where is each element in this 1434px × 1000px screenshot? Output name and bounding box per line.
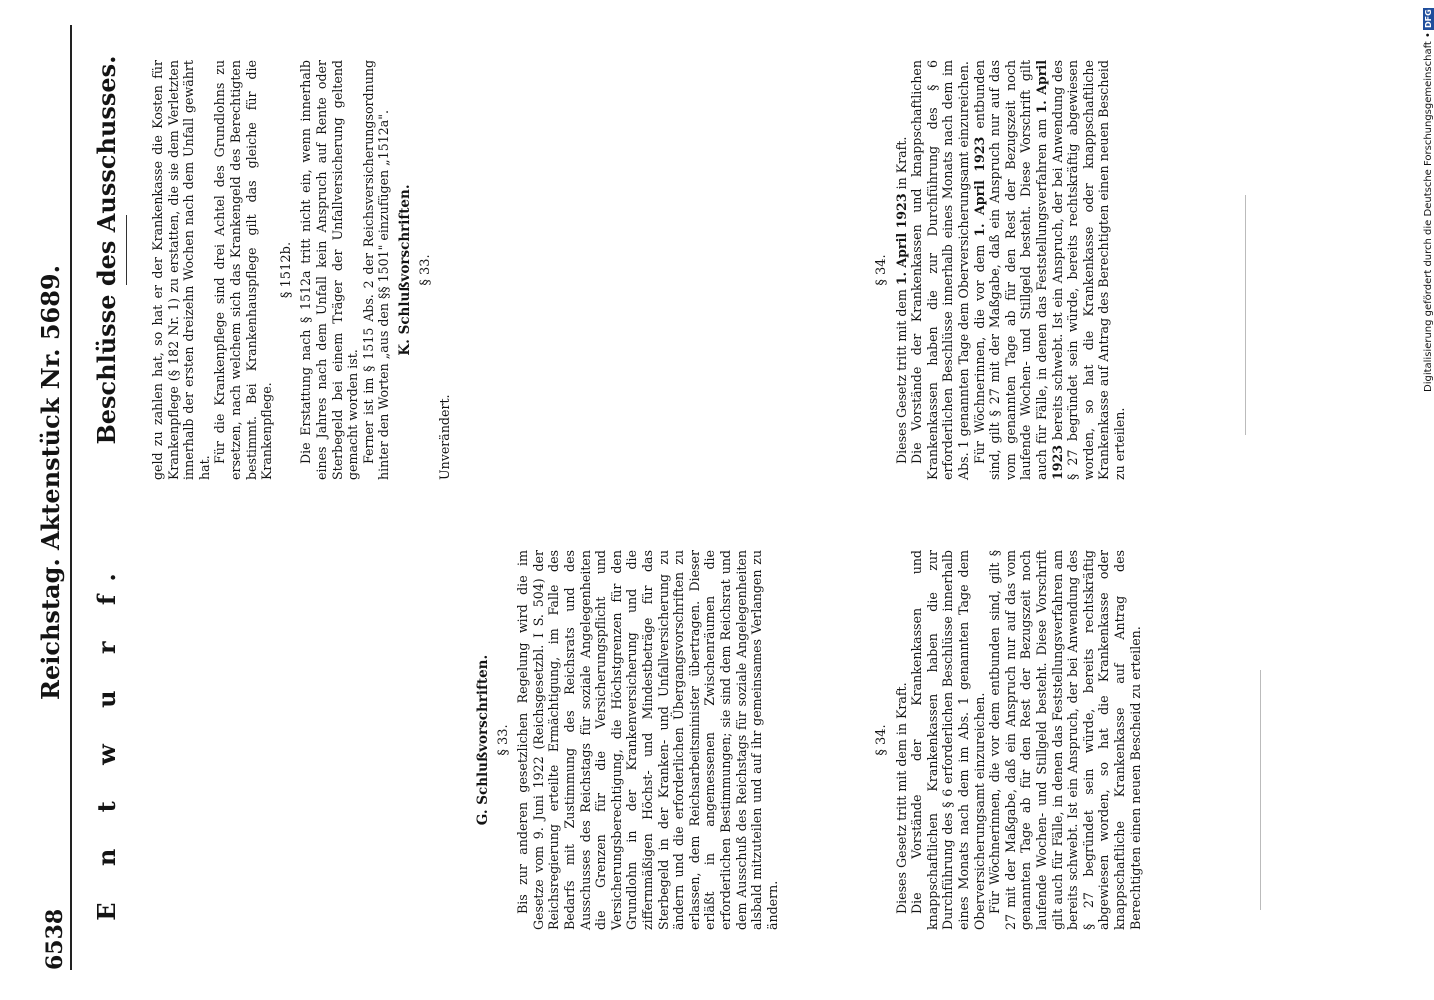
section-heading: K. Schlußvorschriften.	[396, 184, 413, 356]
text-span: in Kraft.	[893, 136, 909, 190]
paragraph: Die Vorstände der Krankenkassen und knappschaftlichen Krankenkassen haben die zur Durchführung des § 6 erforderlichen Beschlüsse innerhalb eines Monats nach dem im Abs. 1 genannten Tage dem Oberversicherungsamt einzureichen.	[909, 550, 987, 930]
section-label: § 34.	[874, 724, 889, 756]
paragraph: Bis zur anderen gesetzlichen Regelung wird die im Gesetze vom 9. Juni 1922 (Reichsgesetzbl. I S. 504) der Reichsregierung erteilte Ermächtigung, im Falle des Bedarfs mit Zustimmung des Reichsrats und des Ausschusses des Reichstags für soziale Angelegenheiten die Grenzen für die Versicherungspflicht und Versicherungsberechtigung, die Höchstgrenzen für den Grundlohn in der Krankenversicherung und die ziffernmäßigen Höchst- und Mindestbeträge für das Sterbegeld in der Kranken- und Unfallversicherung zu ändern und die erforderlichen Übergangsvorschriften zu erlassen, dem Reichsarbeitsminister übertragen. Dieser erläßt in angemessenen Zwischenräumen die erforderlichen Bestimmungen; sie sind dem Reichsrat und dem Ausschuß des Reichstags für soziale Angelegenheiten alsbald mitzuteilen und auf ihr gemeinsames Verlangen zu ändern.	[515, 550, 780, 930]
section-heading: G. Schlußvorschriften.	[475, 654, 491, 826]
paragraph: Die Vorstände der Krankenkassen und knappschaftlichen Krankenkassen haben die zur Durchführung des § 6 erforderlichen Beschlüsse innerhalb eines Monats nach dem im Abs. 1 genannten Tage dem Oberversicherungsamt einzureichen.	[909, 60, 971, 480]
left-sec34-block	[870, 550, 1143, 930]
section-label: § 34.	[874, 254, 889, 286]
paragraph: Ferner ist im § 1515 Abs. 2 der Reichsversicherungsordnung hinter den Worten „aus den §§ 1501" einzufügen „1512a".	[360, 60, 392, 480]
paragraph: Unverändert.	[437, 394, 453, 480]
date-emphasis: 1. April 1923	[1033, 60, 1065, 480]
digitization-notice-text: Digitalisierung gefördert durch die Deutsche Forschungsgemeinschaft •	[1423, 32, 1434, 392]
date-emphasis: 1. April 1923	[893, 193, 909, 286]
text-span: entbunden sind, gilt § 27 mit der Maßgabe, daß ein Anspruch nur auf das vom genannten Tage ab für den Rest der Bezugszeit noch laufende Wochen- und Stillgeld besteht. Diese Vorschrift gilt auch für Fälle, in denen das Feststellungsverfahren am	[971, 60, 1049, 480]
text-span: Für Wöchnerinnen, die vor dem	[971, 244, 987, 464]
paragraph: Für Wöchnerinnen, die vor dem entbunden sind, gilt § 27 mit der Maßgabe, daß ein Anspruch nur auf das vom genannten Tage ab für den Rest der Bezugszeit noch laufende Wochen- und Stillgeld besteht. Diese Vorschrift gilt auch für Fälle, in denen das Feststellungsverfahren am bereits schwebt. Ist ein Anspruch, der bei Anwendung des § 27 begründet sein würde, bereits rechtskräftig abgewiesen worden, so hat die Krankenkasse oder knappschaftliche Krankenkasse auf Antrag des Berechtigten einen neuen Bescheid zu erteilen.	[987, 550, 1143, 930]
end-rule-right	[1245, 195, 1246, 435]
text-span: Dieses Gesetz tritt mit dem	[893, 289, 909, 464]
paragraph	[972, 60, 1128, 480]
header-rule	[70, 25, 72, 970]
digitization-notice	[1423, 8, 1434, 992]
left-column-heading: E n t w u r f.	[92, 559, 121, 921]
paragraph: Dieses Gesetz tritt mit dem in Kraft.	[893, 682, 909, 914]
right-column-heading: Beschlüsse des Ausschusses.	[92, 55, 121, 445]
right-continuation-block	[150, 60, 453, 480]
page-number: 6538	[42, 908, 68, 970]
running-header: Reichstag. Aktenstück Nr. 5689.	[36, 265, 65, 700]
right-sec34-block	[870, 60, 1128, 480]
section-label: § 33.	[495, 724, 511, 756]
text-span: bereits schwebt. Ist ein Anspruch, der bei Anwendung des § 27 begründet sein würde, bereits rechtskräftig abgewiesen worden, so hat die Krankenkasse oder knappschaftliche Krankenkasse auf Antrag des Berechtigten einen neuen Bescheid zu erteilen.	[1049, 60, 1127, 480]
left-sec33-block	[470, 550, 780, 930]
paragraph: Für die Krankenpflege sind drei Achtel des Grundlohns zu ersetzen, nach welchem sich das Krankengeld des Berechtigten bestimmt. Bei Krankenhauspflege gilt das gleiche für die Krankenpflege.	[212, 60, 275, 480]
paragraph: Die Erstattung nach § 1512a tritt nicht ein, wenn innerhalb eines Jahres nach dem Unfall kein Anspruch auf Rente oder Sterbegeld bei einem Träger der Unfallversicherung geltend gemacht worden ist.	[298, 60, 361, 480]
paragraph	[894, 60, 910, 480]
dfg-logo: DFG	[1424, 9, 1433, 29]
section-label: § 1512b.	[278, 241, 294, 299]
paragraph: geld zu zahlen hat, so hat er der Krankenkasse die Kosten für Krankenpflege (§ 182 Nr. 1) zu erstatten, die sie dem Verletzten innerhalb der ersten dreizehn Wochen nach dem Unfall gewährt hat.	[150, 60, 212, 480]
date-emphasis: 1. April 1923	[971, 136, 987, 237]
section-label: § 33.	[417, 254, 433, 286]
heading-rule	[126, 215, 127, 285]
end-rule-left	[1260, 670, 1261, 910]
